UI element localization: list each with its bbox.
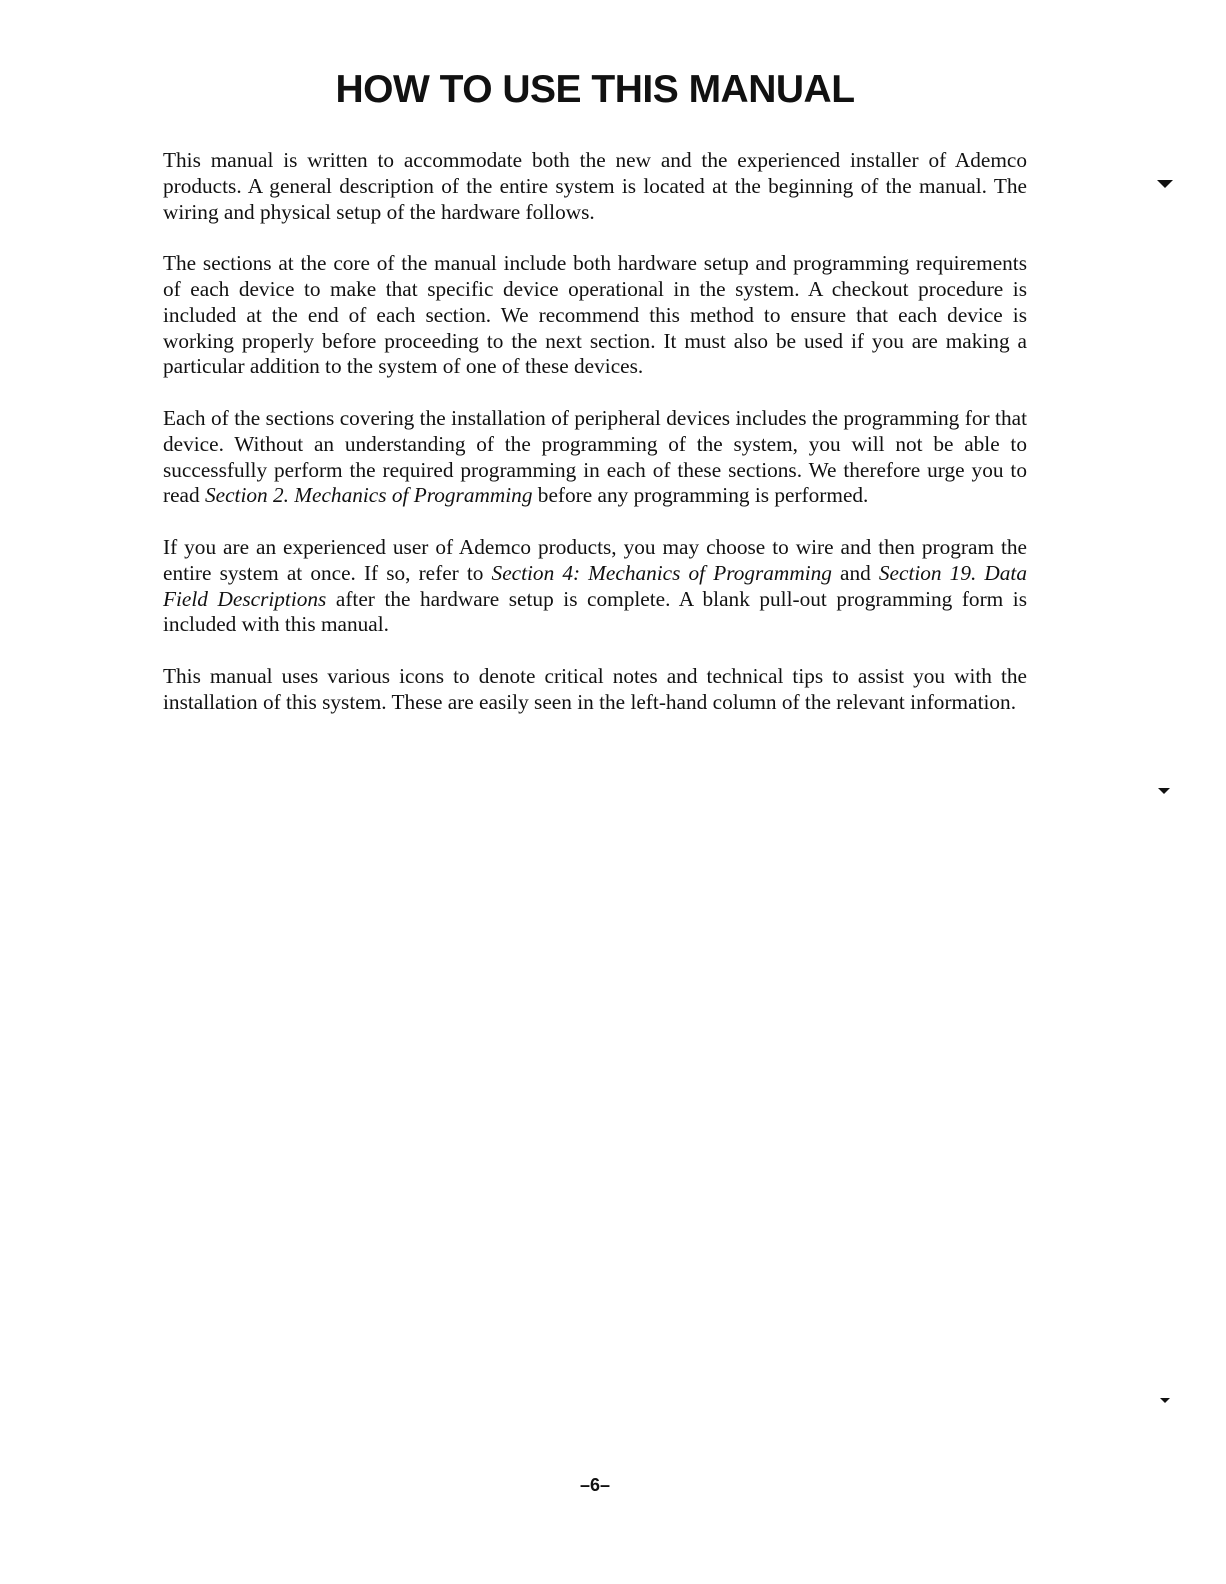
- body-text: [163, 148, 1027, 741]
- margin-marker-icon: [1158, 788, 1170, 794]
- page-title: HOW TO USE THIS MANUAL: [335, 68, 855, 111]
- page-number: –6–: [579, 1475, 611, 1495]
- margin-marker-icon: [1157, 180, 1173, 188]
- text-run: after the hardware setup is complete. A blank pull-out programming form is included with this manual.: [163, 586, 1027, 637]
- text-run: This manual is written to accommodate both the new and the experienced installer of Ademco products. A general description of the entire system is located at the beginning of the manual. The wiring and physical setup of the hardware follows.: [163, 148, 1027, 224]
- paragraph: [163, 148, 1027, 225]
- paragraph: [163, 406, 1027, 509]
- paragraph: [163, 535, 1027, 638]
- margin-marker-icon: [1160, 1398, 1170, 1403]
- paragraph: [163, 251, 1027, 380]
- text-run: before any programming is performed.: [532, 483, 869, 508]
- text-run: This manual uses various icons to denote critical notes and technical tips to assist you with the installation of this system. These are easily seen in the left-hand column of the relevant information.: [163, 663, 1027, 714]
- text-run: and: [831, 560, 879, 585]
- section-reference: Section 19. Data Field Descriptions: [163, 560, 1027, 611]
- section-reference: Section 4: Mechanics of Programming: [491, 560, 832, 585]
- text-run: If you are an experienced user of Ademco products, you may choose to wire and then program the entire system at once. If so, refer to: [163, 534, 1027, 585]
- section-reference: Section 2. Mechanics of Programming: [204, 483, 533, 508]
- text-run: The sections at the core of the manual include both hardware setup and programming requirements of each device to make that specific device operational in the system. A checkout procedure is included at the end of each section. We recommend this method to ensure that each device is working properly before proceeding to the next section. It must also be used if you are making a particular addition to the system of one of these devices.: [163, 251, 1027, 379]
- paragraph: [163, 664, 1027, 716]
- text-run: Each of the sections covering the installation of peripheral devices includes the programming for that device. Without an understanding of the programming of the system, you will not be able to successfully perform the required programming in each of these sections. We therefore urge you to read: [163, 405, 1027, 508]
